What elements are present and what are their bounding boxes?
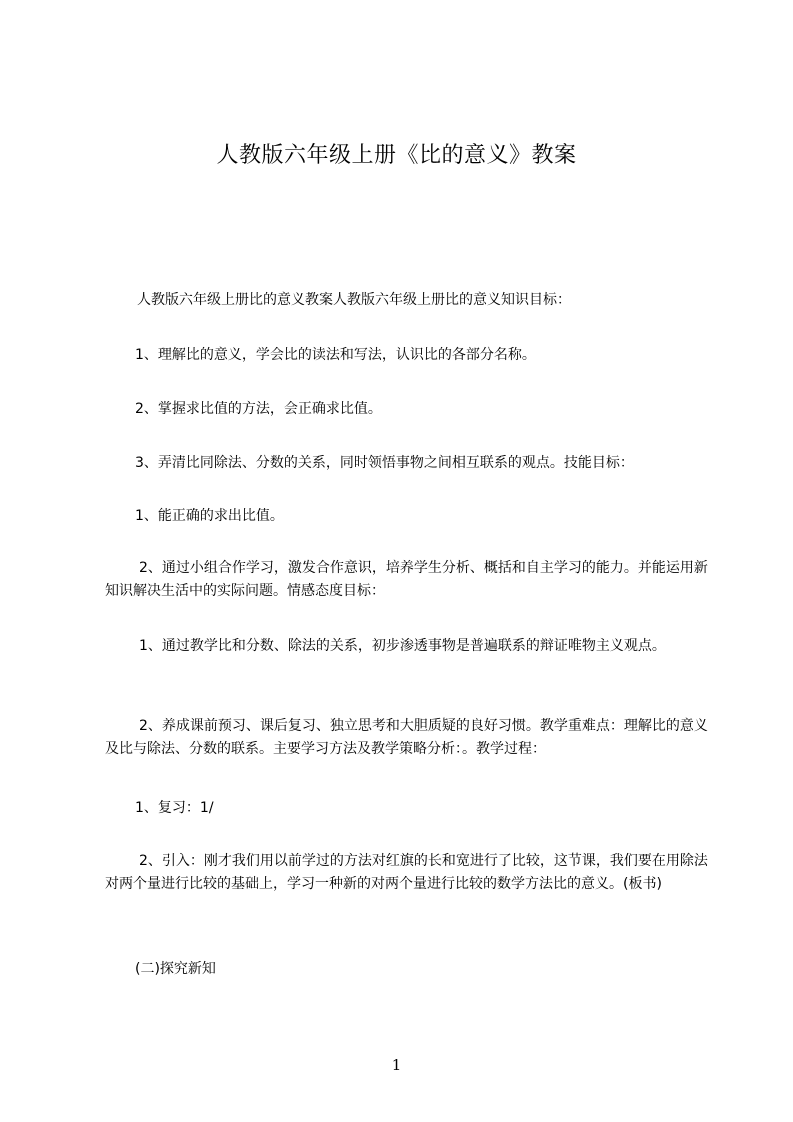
page-number: 1 <box>391 1056 402 1074</box>
paragraph-explore: (二)探究新知 <box>135 961 216 977</box>
paragraph-emotion-2: 2、养成课前预习、课后复习、独立思考和大胆质疑的良好习惯。教学重难点：理解比的意义及比与除法、分数的联系。主要学习方法及教学策略分析：。教学过程： <box>105 718 708 757</box>
paragraph-goal-2: 2、掌握求比值的方法，会正确求比值。 <box>135 401 382 417</box>
document-title: 人教版六年级上册《比的意义》教案 <box>216 143 577 168</box>
paragraph-review: 1、复习：1/ <box>135 800 214 816</box>
paragraph-intro: 人教版六年级上册比的意义教案人教版六年级上册比的意义知识目标： <box>137 292 571 308</box>
paragraph-skill-2: 2、通过小组合作学习，激发合作意识，培养学生分析、概括和自主学习的能力。并能运用新知识解决生活中的实际问题。情感态度目标： <box>105 560 708 599</box>
paragraph-introduction: 2、引入：刚才我们用以前学过的方法对红旗的长和宽进行了比较，这节课，我们要在用除法对两个量进行比较的基础上，学习一种新的对两个量进行比较的数学方法比的意义。(板书) <box>105 853 708 892</box>
paragraph-emotion-1: 1、通过教学比和分数、除法的关系，初步渗透事物是普遍联系的辩证唯物主义观点。 <box>139 638 666 654</box>
paragraph-goal-3: 3、弄清比同除法、分数的关系，同时领悟事物之间相互联系的观点。技能目标： <box>135 455 634 471</box>
paragraph-goal-1: 1、理解比的意义，学会比的读法和写法，认识比的各部分名称。 <box>135 347 536 363</box>
paragraph-skill-1: 1、能正确的求出比值。 <box>135 508 284 524</box>
